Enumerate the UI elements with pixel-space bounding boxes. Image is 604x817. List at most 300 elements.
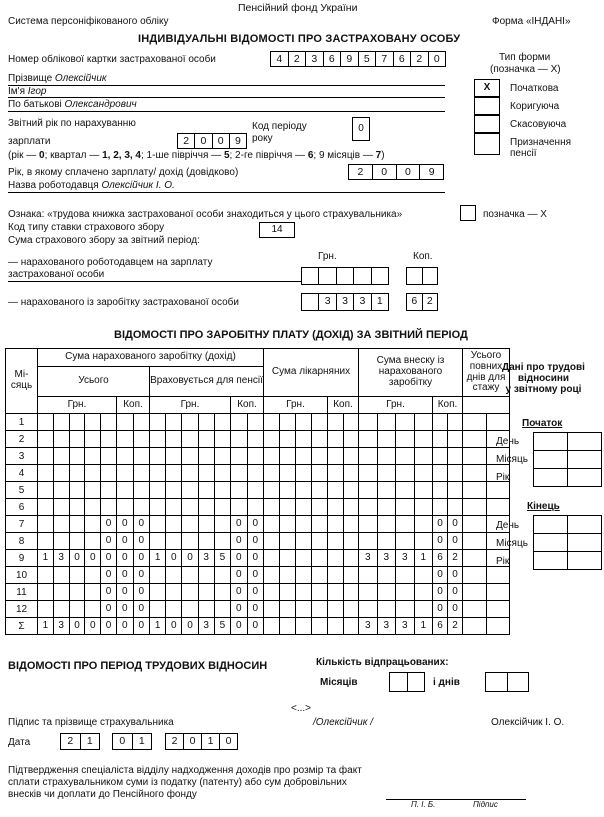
header-grn: Грн.	[38, 397, 117, 414]
digit-box	[433, 431, 448, 447]
amount-cell	[38, 516, 117, 533]
amount-cell	[150, 431, 231, 448]
digit-box	[85, 431, 101, 447]
digit-box: 2	[411, 52, 429, 66]
digit-box: 1	[38, 550, 54, 566]
digit-box	[264, 533, 280, 549]
earnings-sum-grn-boxes	[301, 293, 389, 311]
amount-cell	[328, 601, 359, 618]
digit-box	[280, 448, 296, 464]
digit-box	[101, 431, 116, 447]
amount-cell	[264, 533, 328, 550]
digit-box	[344, 550, 359, 566]
digit-box	[215, 533, 230, 549]
digit-box	[378, 567, 397, 583]
amount-cell	[117, 601, 150, 618]
digit-box	[182, 601, 198, 617]
digit-box	[117, 431, 134, 447]
form-type-box[interactable]	[474, 97, 500, 115]
patronymic-label: По батькові	[8, 99, 62, 110]
employer-label: Назва роботодавця	[8, 180, 99, 191]
digit-box	[54, 516, 70, 532]
digit-box	[264, 431, 280, 447]
digit-box	[70, 567, 86, 583]
digit-box	[415, 482, 433, 498]
digit-box	[182, 465, 198, 481]
earnings-sum-kop-boxes	[406, 293, 438, 311]
workbook-mark-label: Ознака: «трудова книжка застрахованої особи знаходиться у цього страхувальника»	[8, 209, 403, 220]
digit-box	[396, 448, 415, 464]
amount-cell	[150, 516, 231, 533]
digit-box	[312, 584, 327, 600]
table-row	[6, 414, 510, 431]
amount-cell	[117, 465, 150, 482]
digit-box	[280, 516, 296, 532]
patronymic-value: Олександрович	[64, 99, 137, 110]
digit-box	[182, 448, 198, 464]
digit-box: 0	[117, 533, 134, 549]
amount-cell	[463, 482, 510, 499]
digit-box	[463, 414, 487, 430]
digit-box	[166, 533, 182, 549]
amount-cell	[328, 533, 359, 550]
digit-box: 0	[105, 603, 112, 614]
digit-box	[463, 448, 487, 464]
digit-box	[117, 499, 134, 515]
period-code-label-2: року	[252, 133, 273, 144]
amount-cell	[117, 567, 150, 584]
month-cell: 4	[6, 465, 38, 482]
date-year-boxes	[165, 733, 238, 750]
digit-box	[85, 465, 101, 481]
date-label: Дата	[8, 737, 31, 748]
header-grn: Грн.	[359, 397, 433, 414]
end-day-label: День	[496, 520, 520, 531]
digit-box	[70, 516, 86, 532]
digit-box	[396, 414, 415, 430]
amount-cell	[117, 431, 150, 448]
digit-box	[359, 465, 378, 481]
digit-box: 0	[252, 603, 259, 614]
digit-box: 0	[182, 550, 198, 566]
digit-box	[296, 618, 312, 634]
digit-box	[70, 448, 86, 464]
form-type-label: Призначення пенсії	[510, 137, 572, 160]
amount-cell	[328, 516, 359, 533]
form-type-box[interactable]	[474, 115, 500, 133]
digit-box: 2	[166, 734, 184, 749]
signature-value: /Олексійчик /	[313, 717, 374, 728]
digit-box	[296, 533, 312, 549]
digit-box	[150, 533, 166, 549]
employer-row	[8, 180, 175, 191]
digit-box	[215, 465, 230, 481]
amount-cell	[231, 516, 264, 533]
digit-box	[448, 414, 462, 430]
digit-box: 3	[319, 294, 336, 310]
digit-box	[359, 584, 378, 600]
amount-cell	[231, 618, 264, 635]
amount-cell	[359, 516, 433, 533]
amount-cell	[38, 567, 117, 584]
digit-box: 0	[166, 618, 182, 634]
header-days-cells	[463, 397, 510, 414]
amount-cell	[150, 550, 231, 567]
digit-box	[248, 499, 264, 515]
digit-box: 0	[117, 618, 134, 634]
digit-box: 0	[433, 601, 448, 617]
sum-label: Сума страхового збору за звітний період:	[8, 235, 200, 246]
digit-box	[264, 448, 280, 464]
end-date-grid	[533, 515, 602, 570]
amount-cell	[433, 516, 463, 533]
amount-cell	[359, 550, 433, 567]
digit-box	[166, 482, 182, 498]
digit-box: 2	[349, 165, 373, 179]
amount-cell	[328, 550, 359, 567]
digit-box	[248, 414, 264, 430]
amount-cell	[231, 414, 264, 431]
digit-box	[463, 584, 487, 600]
month-cell: 9	[6, 550, 38, 567]
table-row	[6, 465, 510, 482]
amount-cell	[463, 601, 510, 618]
digit-box	[280, 414, 296, 430]
digit-box	[378, 533, 397, 549]
digit-box	[215, 499, 230, 515]
form-type-label: Скасовуюча	[510, 119, 567, 130]
amount-cell	[231, 448, 264, 465]
digit-box: 0	[452, 518, 458, 529]
form-type-hint: (позначка — Х)	[490, 64, 561, 75]
digit-box	[264, 482, 280, 498]
digit-box	[215, 414, 230, 430]
digit-box	[328, 550, 344, 566]
kop-label: Коп.	[413, 251, 433, 262]
digit-box	[415, 601, 433, 617]
digit-box	[328, 533, 344, 549]
digit-box	[150, 584, 166, 600]
digit-box	[150, 482, 166, 498]
amount-cell	[433, 431, 463, 448]
digit-box	[199, 567, 215, 583]
digit-box: 0	[252, 586, 259, 597]
digit-box	[487, 618, 510, 634]
salary-table	[5, 348, 510, 635]
digit-box	[415, 431, 433, 447]
amount-cell	[433, 448, 463, 465]
digit-box: 1	[150, 618, 166, 634]
digit-box	[312, 499, 327, 515]
month-cell: 12	[6, 601, 38, 618]
confirm-text-1: Підтвердження спеціаліста відділу надходження доходів про розмір та факт	[8, 765, 362, 776]
digit-box: 3	[359, 550, 378, 566]
digit-box: 0	[117, 567, 134, 583]
amount-cell	[150, 618, 231, 635]
digit-box	[264, 465, 280, 481]
digit-box	[166, 584, 182, 600]
amount-cell	[231, 482, 264, 499]
digit-box	[463, 567, 487, 583]
amount-cell	[328, 431, 359, 448]
amount-cell	[463, 584, 510, 601]
digit-box	[85, 584, 101, 600]
amount-cell	[150, 414, 231, 431]
digit-box	[101, 499, 116, 515]
digit-box	[312, 567, 327, 583]
digit-box: 0	[252, 552, 259, 563]
digit-box	[85, 414, 101, 430]
digit-box	[296, 482, 312, 498]
digit-box	[215, 601, 230, 617]
digit-box	[182, 499, 198, 515]
header-grn: Грн.	[264, 397, 328, 414]
digit-box: 0	[117, 601, 134, 617]
amount-cell	[264, 499, 328, 516]
confirm-text-2: сплати страхувальником суми із податку (патенту) або сум добровільних	[8, 777, 347, 788]
digit-box: 0	[231, 533, 248, 549]
digit-box	[396, 601, 415, 617]
digit-box	[38, 584, 54, 600]
digit-box	[328, 516, 344, 532]
digit-box	[378, 584, 397, 600]
digit-box	[312, 601, 327, 617]
table-row	[6, 499, 510, 516]
digit-box	[463, 482, 487, 498]
digit-box: 0	[184, 734, 202, 749]
digit-box	[264, 414, 280, 430]
digit-box	[215, 584, 230, 600]
form-type-box[interactable]	[474, 133, 500, 155]
digit-box	[150, 567, 166, 583]
amount-cell	[117, 584, 150, 601]
digit-box	[396, 465, 415, 481]
digit-box	[150, 465, 166, 481]
date-day-boxes	[60, 733, 100, 750]
digit-box	[54, 465, 70, 481]
amount-cell	[117, 516, 150, 533]
amount-cell	[359, 567, 433, 584]
digit-box	[134, 431, 150, 447]
digit-box	[54, 482, 70, 498]
digit-box: 1	[38, 618, 54, 634]
amount-cell	[150, 482, 231, 499]
digit-box: 2	[452, 552, 458, 563]
digit-box	[150, 601, 166, 617]
digit-box	[312, 448, 327, 464]
digit-box	[487, 567, 510, 583]
fund-name: Пенсійний фонд України	[238, 2, 358, 14]
digit-box	[487, 601, 510, 617]
digit-box	[134, 465, 150, 481]
amount-cell	[433, 465, 463, 482]
amount-cell	[359, 482, 433, 499]
digit-box	[248, 448, 264, 464]
digit-box: 0	[252, 569, 259, 580]
amount-cell	[264, 414, 328, 431]
amount-cell	[117, 550, 150, 567]
report-year-label: Звітний рік по нарахуванню	[8, 118, 136, 129]
digit-box: 7	[376, 52, 394, 66]
patronymic-row	[8, 99, 137, 110]
digit-box	[328, 618, 344, 634]
digit-box	[231, 431, 248, 447]
digit-box	[248, 482, 264, 498]
digit-box	[215, 567, 230, 583]
amount-cell	[264, 482, 328, 499]
month-cell: 1	[6, 414, 38, 431]
table-row	[6, 567, 510, 584]
amount-cell	[359, 533, 433, 550]
amount-cell	[328, 567, 359, 584]
digit-box	[264, 618, 280, 634]
digit-box	[166, 601, 182, 617]
days-label: і днів	[433, 677, 460, 688]
digit-box: 3	[337, 294, 354, 310]
digit-box	[150, 431, 166, 447]
digit-box	[312, 516, 327, 532]
digit-box	[328, 499, 344, 515]
digit-box	[199, 499, 215, 515]
month-cell: 6	[6, 499, 38, 516]
digit-box	[38, 414, 54, 430]
form-type-box[interactable]: Х	[474, 79, 500, 97]
digit-box	[448, 482, 462, 498]
amount-cell	[117, 533, 150, 550]
digit-box	[70, 499, 86, 515]
digit-box	[415, 465, 433, 481]
digit-box: 2	[61, 734, 81, 749]
digit-box	[487, 414, 510, 430]
rate-code-label: Код типу ставки страхового збору	[8, 222, 165, 233]
digit-box: 0	[138, 603, 145, 614]
amount-cell	[231, 550, 264, 567]
digit-box	[134, 448, 150, 464]
digit-box	[296, 567, 312, 583]
workbook-mark-box	[460, 205, 476, 221]
sig-label: Підпис	[473, 800, 498, 809]
amount-cell	[38, 465, 117, 482]
earnings-sum-label: — нарахованого із заробітку застрахованої особи	[8, 297, 239, 308]
amount-cell	[264, 516, 328, 533]
amount-cell	[38, 431, 117, 448]
digit-box	[199, 533, 215, 549]
digit-box: 3	[54, 550, 70, 566]
amount-cell	[359, 618, 433, 635]
digit-box	[166, 448, 182, 464]
amount-cell	[231, 601, 264, 618]
divider	[8, 281, 303, 282]
digit-box	[182, 482, 198, 498]
digit-box: 1	[86, 735, 93, 747]
header-pension: Враховується для пенсії	[150, 367, 264, 397]
digit-box: 0	[70, 550, 86, 566]
report-year-boxes	[177, 133, 247, 149]
header-kop: Коп.	[328, 397, 359, 414]
date-month-boxes	[112, 733, 152, 750]
digit-box: 2	[178, 134, 195, 148]
amount-cell	[433, 482, 463, 499]
digit-box	[280, 499, 296, 515]
digit-box	[117, 482, 134, 498]
digit-box	[166, 414, 182, 430]
digit-box	[166, 516, 182, 532]
name-row	[8, 86, 47, 97]
digit-box	[378, 482, 397, 498]
digit-box	[70, 465, 86, 481]
table-row	[6, 550, 510, 567]
digit-box: 6	[433, 618, 448, 634]
digit-box: 0	[105, 552, 112, 563]
digit-box	[182, 431, 198, 447]
amount-cell	[359, 584, 433, 601]
digit-box	[344, 431, 359, 447]
digit-box: 5	[219, 552, 226, 563]
digit-box	[199, 465, 215, 481]
digit-box	[54, 414, 70, 430]
worked-count-label: Кількість відпрацьованих:	[316, 657, 449, 668]
digit-box	[296, 499, 312, 515]
digit-box	[463, 499, 487, 515]
digit-box	[54, 431, 70, 447]
table-row	[6, 618, 510, 635]
amount-cell	[433, 584, 463, 601]
digit-box	[280, 533, 296, 549]
amount-cell	[150, 601, 231, 618]
digit-box	[215, 431, 230, 447]
month-cell: Σ	[6, 618, 38, 635]
digit-box	[231, 499, 248, 515]
digit-box	[433, 414, 448, 430]
digit-box: 6	[324, 52, 342, 66]
digit-box	[415, 516, 433, 532]
digit-box: 1	[150, 550, 166, 566]
form-type-label: Початкова	[510, 83, 559, 94]
digit-box	[199, 448, 215, 464]
digit-box	[264, 516, 280, 532]
digit-box	[199, 516, 215, 532]
digit-box	[328, 601, 344, 617]
digit-box: 0	[138, 620, 145, 631]
amount-cell	[433, 601, 463, 618]
digit-box	[199, 431, 215, 447]
amount-cell	[359, 414, 433, 431]
amount-cell	[433, 499, 463, 516]
digit-box: 2	[289, 52, 307, 66]
digit-box	[199, 601, 215, 617]
amount-cell	[38, 448, 117, 465]
digit-box	[312, 414, 327, 430]
digit-box	[396, 499, 415, 515]
amount-cell	[264, 567, 328, 584]
digit-box: 0	[452, 569, 458, 580]
digit-box	[344, 465, 359, 481]
digit-box: 5	[359, 52, 377, 66]
digit-box	[215, 516, 230, 532]
digit-box	[312, 482, 327, 498]
digit-box	[215, 482, 230, 498]
digit-box	[378, 448, 397, 464]
amount-cell	[328, 499, 359, 516]
digit-box	[396, 567, 415, 583]
amount-cell	[150, 448, 231, 465]
digit-box	[166, 567, 182, 583]
signature-label: Підпис та прізвище страхувальника	[8, 717, 174, 728]
amount-cell	[231, 567, 264, 584]
digit-box	[415, 567, 433, 583]
table-row	[6, 448, 510, 465]
digit-box	[101, 448, 116, 464]
